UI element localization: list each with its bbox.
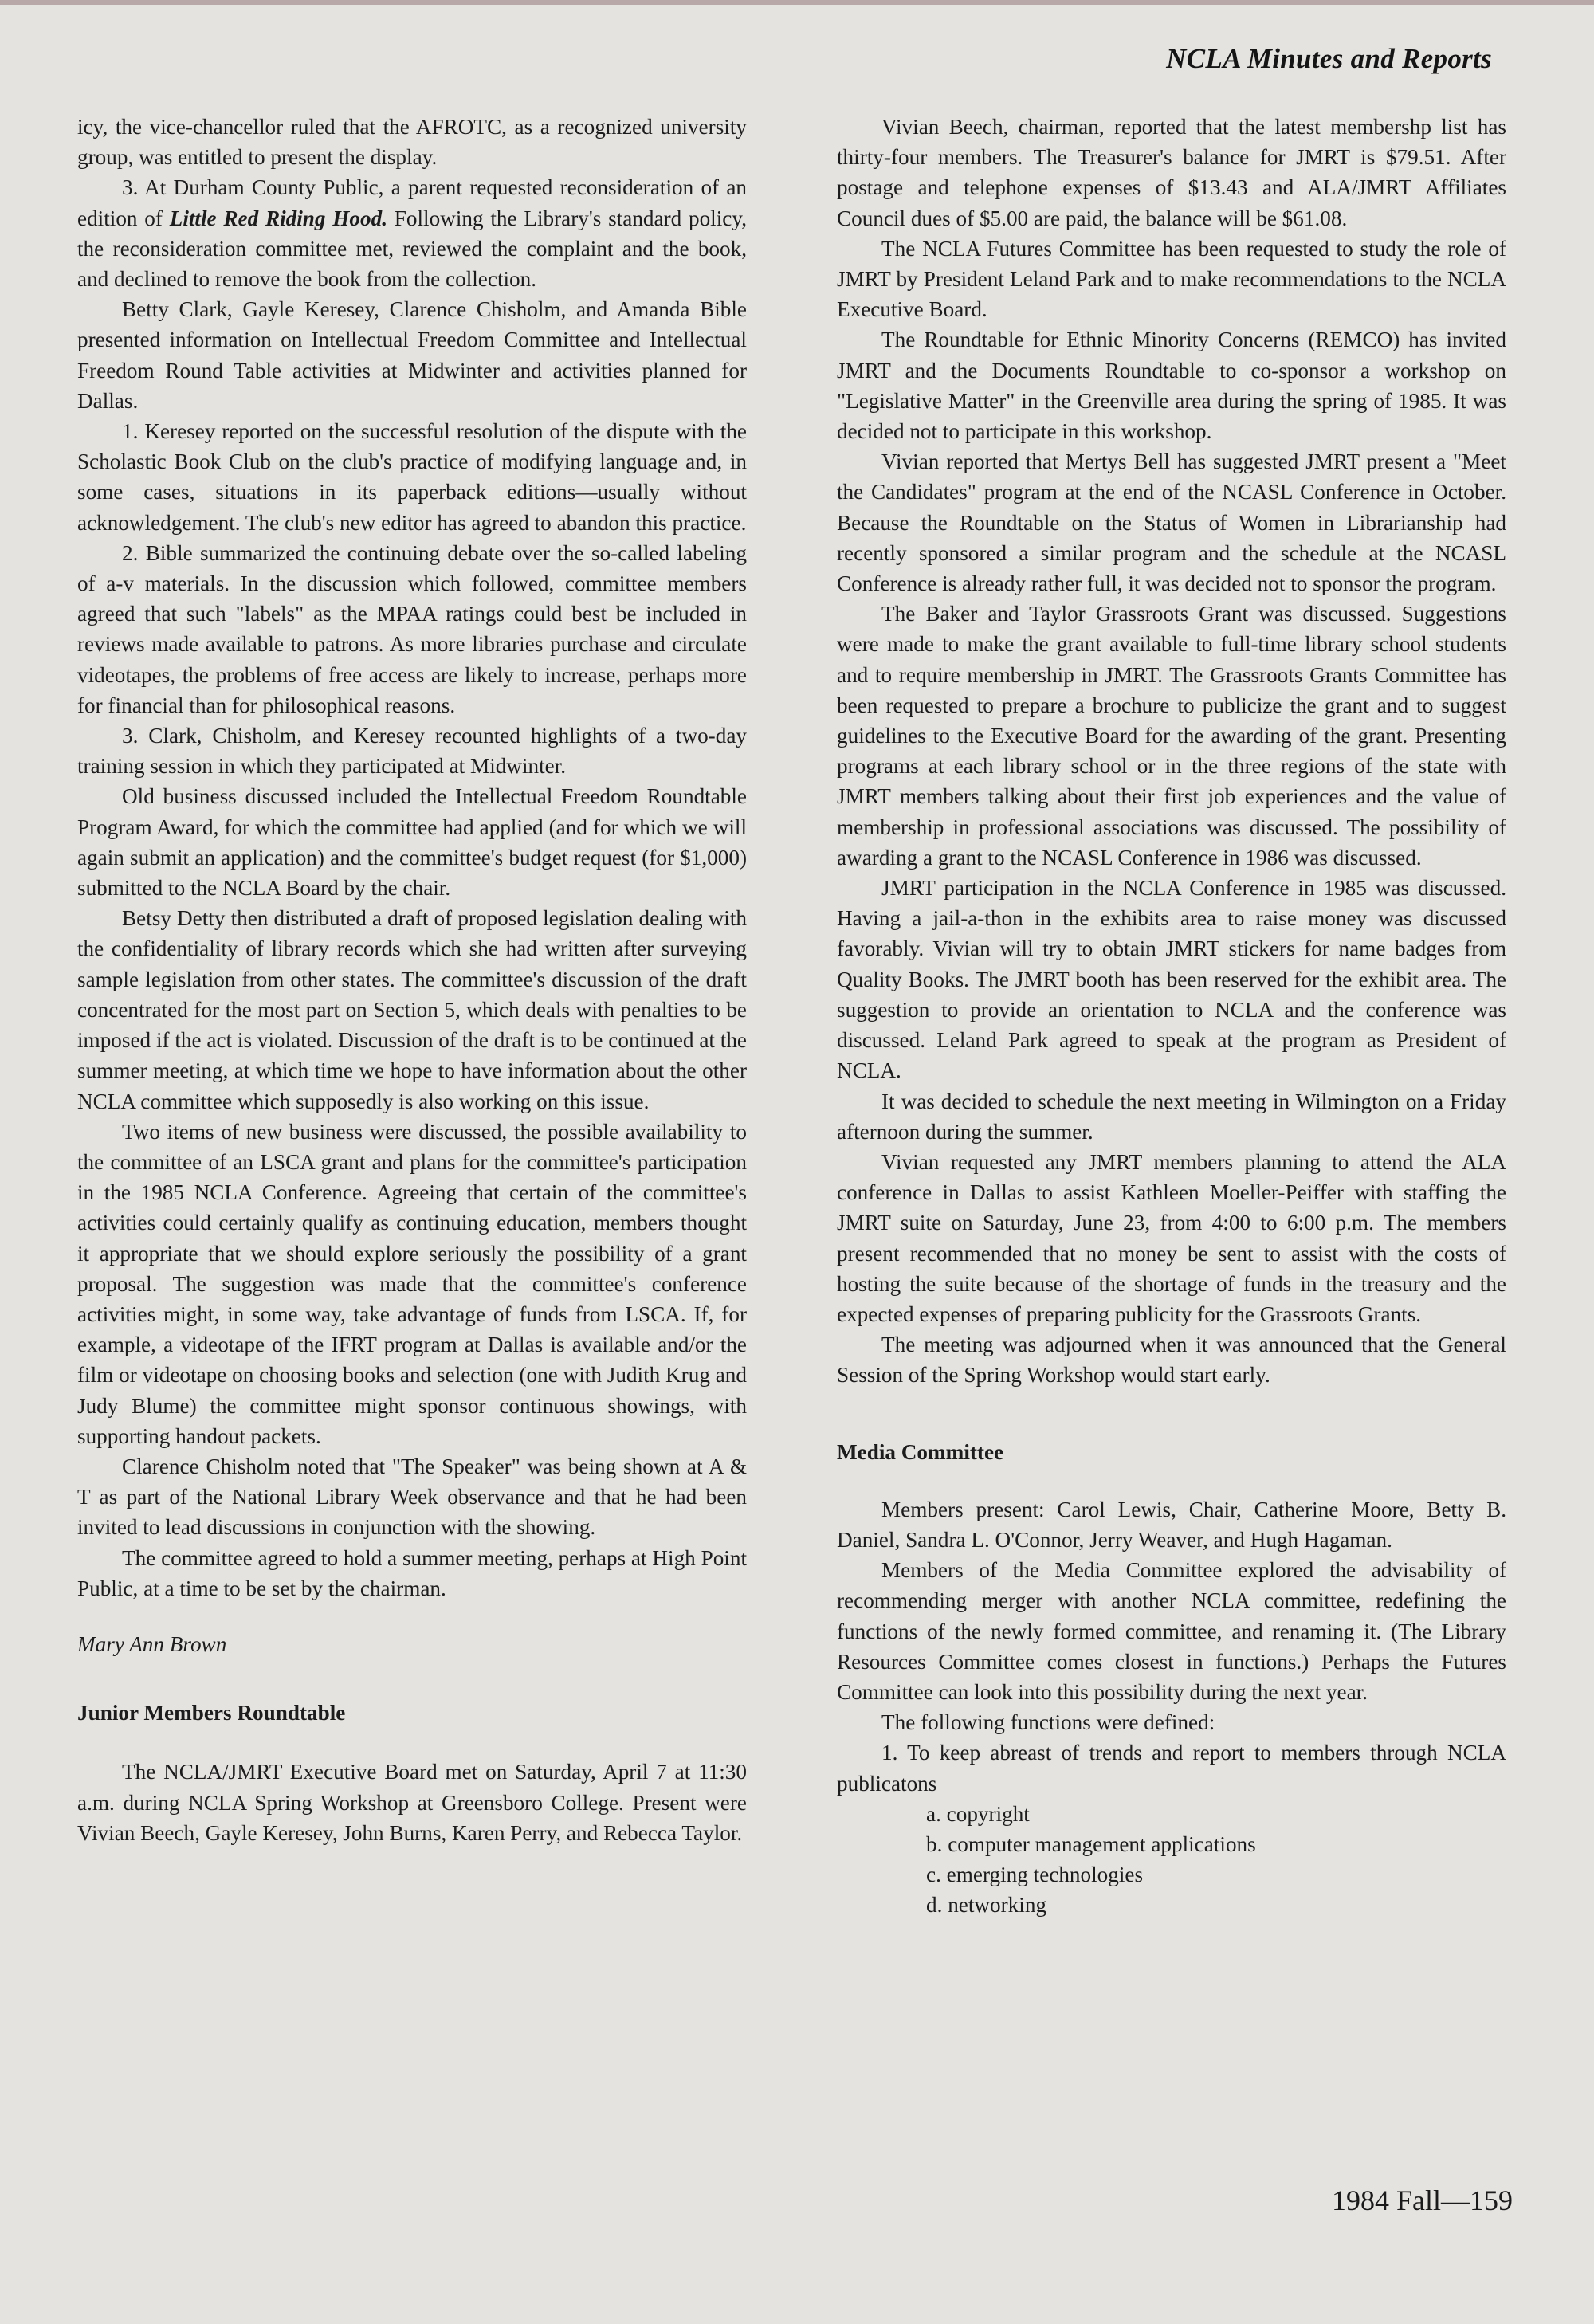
- paragraph: The meeting was adjourned when it was announced that the General Session of the Spring Workshop would start early.: [837, 1333, 1506, 1388]
- paragraph: Vivian Beech, chairman, reported that the latest membershp list has thirty-four members. The Treasurer's balance for JMRT is $79.51. After postage and telephone expenses of $13.43 and ALA/JMRT Affiliates Council dues of $5.00 are paid, the balance will be $61.08.: [837, 115, 1506, 230]
- paragraph: [77, 172, 747, 294]
- paragraph: 1. Keresey reported on the successful resolution of the dispute with the Scholastic Book Club on the club's practice of modifying language and, in some cases, situations in its paperback editions—usually without acknowledgement. The club's new editor has agreed to abandon this practice.: [77, 419, 747, 535]
- running-head: NCLA Minutes and Reports: [1166, 43, 1492, 74]
- list-item: b. computer management applications: [926, 1831, 1256, 1856]
- paragraph: Vivian requested any JMRT members planning to attend the ALA conference in Dallas to assist Kathleen Moeller-Peiffer with staffing the JMRT suite on Saturday, June 23, from 4:00 to 6:00 p.m. The members present recommended that no money be sent to assist with the costs of hosting the suite because of the shortage of funds in the treasury and the expected expenses of preparing publicity for the Grassroots Grants.: [837, 1149, 1506, 1326]
- paragraph: Members of the Media Committee explored the advisability of recommending merger with another NCLA committee, redefining the functions of the newly formed committee, and renaming it. (The Library Resources Committee comes closest in functions.) Perhaps the Futures Committee can look into this possibility during the next year.: [837, 1558, 1506, 1704]
- left-column: [77, 112, 747, 1848]
- page-folio: 1984 Fall—159: [1331, 2185, 1513, 2216]
- paragraph: Clarence Chisholm noted that "The Speaker" was being shown at A & T as part of the National Library Week observance and that he had been invited to lead discussions in conjunction with the showing.: [77, 1454, 747, 1540]
- paragraph: icy, the vice-chancellor ruled that the AFROTC, as a recognized university group, was entitled to present the display.: [77, 115, 747, 170]
- paragraph: Two items of new business were discussed, the possible availability to the committee of an LSCA grant and plans for the committee's participation in the 1985 NCLA Conference. Agreeing that certain of the committee's activities could certainly qualify as continuing education, members thought it appropriate that we should explore seriously the possibility of a grant proposal. The suggestion was made that the committee's conference activities might, in some way, take advantage of funds from LSCA. If, for example, a videotape of the IFRT program at Dallas is available and/or the film or videotape on choosing books and selection (one with Judith Krug and Judy Blume) the committee might sponsor continuous showings, with supporting handout packets.: [77, 1119, 747, 1448]
- paragraph: It was decided to schedule the next meeting in Wilmington on a Friday afternoon during the summer.: [837, 1089, 1506, 1144]
- paragraph: The NCLA/JMRT Executive Board met on Saturday, April 7 at 11:30 a.m. during NCLA Spring Workshop at Greensboro College. Present were Vivian Beech, Gayle Keresey, John Burns, Karen Perry, and Rebecca Taylor.: [77, 1760, 747, 1845]
- paragraph: The NCLA Futures Committee has been requested to study the role of JMRT by President Leland Park and to make recommendations to the NCLA Executive Board.: [837, 236, 1506, 322]
- paragraph: Betsy Detty then distributed a draft of proposed legislation dealing with the confidentiality of library records which she had written after surveying sample legislation from other states. The committee's discussion of the draft concentrated for the most part on Section 5, which deals with penalties to be imposed if the act is violated. Discussion of the draft is to be continued at the summer meeting, at which time we hope to have information about the other NCLA committee which supposedly is also working on this issue.: [77, 906, 747, 1113]
- book-title: Little Red Riding Hood.: [169, 206, 388, 230]
- section-heading-jmrt: Junior Members Roundtable: [77, 1701, 346, 1725]
- list-item: c. emerging technologies: [926, 1863, 1144, 1887]
- paragraph: JMRT participation in the NCLA Conference in 1985 was discussed. Having a jail-a-thon in the exhibits area to raise money was discussed favorably. Vivian will try to obtain JMRT stickers for name badges from Quality Books. The JMRT booth has been reserved for the exhibit area. The suggestion to provide an orientation to NCLA and the conference was discussed. Leland Park agreed to speak at the program as President of NCLA.: [837, 876, 1506, 1083]
- paragraph: 1. To keep abreast of trends and report to members through NCLA publicatons: [837, 1741, 1506, 1796]
- right-column: [837, 112, 1506, 1921]
- paragraph: Members present: Carol Lewis, Chair, Catherine Moore, Betty B. Daniel, Sandra L. O'Connor, Jerry Weaver, and Hugh Hagaman.: [837, 1497, 1506, 1552]
- text-run: 3. At Durham County Public, a parent requested reconsideration of an edition of: [77, 175, 747, 230]
- paragraph: Betty Clark, Gayle Keresey, Clarence Chisholm, and Amanda Bible presented information on Intellectual Freedom Committee and Intellectual Freedom Round Table activities at Midwinter and activities planned for Dallas.: [77, 297, 747, 413]
- page-top-edge: [0, 0, 1594, 5]
- paragraph: The following functions were defined:: [881, 1710, 1215, 1735]
- paragraph: Old business discussed included the Intellectual Freedom Roundtable Program Award, for which the committee had applied (and for which we will again submit an application) and the committee's budget request (for $1,000) submitted to the NCLA Board by the chair.: [77, 784, 747, 901]
- paragraph: Vivian reported that Mertys Bell has suggested JMRT present a "Meet the Candidates" program at the end of the NCASL Conference in October. Because the Roundtable on the Status of Women in Librarianship had recently sponsored a similar program and the schedule at the NCASL Conference is already rather full, it was decided not to sponsor the program.: [837, 449, 1506, 596]
- paragraph: The Roundtable for Ethnic Minority Concerns (REMCO) has invited JMRT and the Documents Roundtable to co-sponsor a workshop on "Legislative Matter" in the Greenville area during the spring of 1985. It was decided not to participate in this workshop.: [837, 328, 1506, 444]
- function-sublist: [837, 1799, 1506, 1921]
- paragraph: 2. Bible summarized the continuing debate over the so-called labeling of a-v materials. In the discussion which followed, committee members agreed that such "labels" as the MPAA ratings could best be included in reviews made available to patrons. As more libraries purchase and circulate videotapes, the problems of free access are likely to increase, perhaps more for financial than for philosophical reasons.: [77, 540, 747, 717]
- paragraph: The committee agreed to hold a summer meeting, perhaps at High Point Public, at a time to be set by the chairman.: [77, 1545, 747, 1600]
- paragraph: 3. Clark, Chisholm, and Keresey recounted highlights of a two-day training session in which they participated at Midwinter.: [77, 724, 747, 779]
- paragraph: The Baker and Taylor Grassroots Grant was discussed. Suggestions were made to make the grant available to full-time library school students and to require membership in JMRT. The Grassroots Grants Committee has been requested to prepare a brochure to publicize the grant and to suggest guidelines to the Executive Board for the awarding of the grant. Presenting programs at each library school or in the three regions of the state with JMRT members talking about their first job experiences and the value of membership in professional associations was discussed. The possibility of awarding a grant to the NCASL Conference in 1986 was discussed.: [837, 602, 1506, 870]
- section-heading-media: Media Committee: [837, 1439, 1004, 1464]
- list-item: d. networking: [926, 1893, 1047, 1918]
- author-signature: Mary Ann Brown: [77, 1631, 227, 1656]
- list-item: a. copyright: [926, 1801, 1030, 1826]
- text-run: Following the Library's standard policy, the reconsideration committee met, reviewed the complaint and the book, and declined to remove the book from the collection.: [77, 206, 747, 292]
